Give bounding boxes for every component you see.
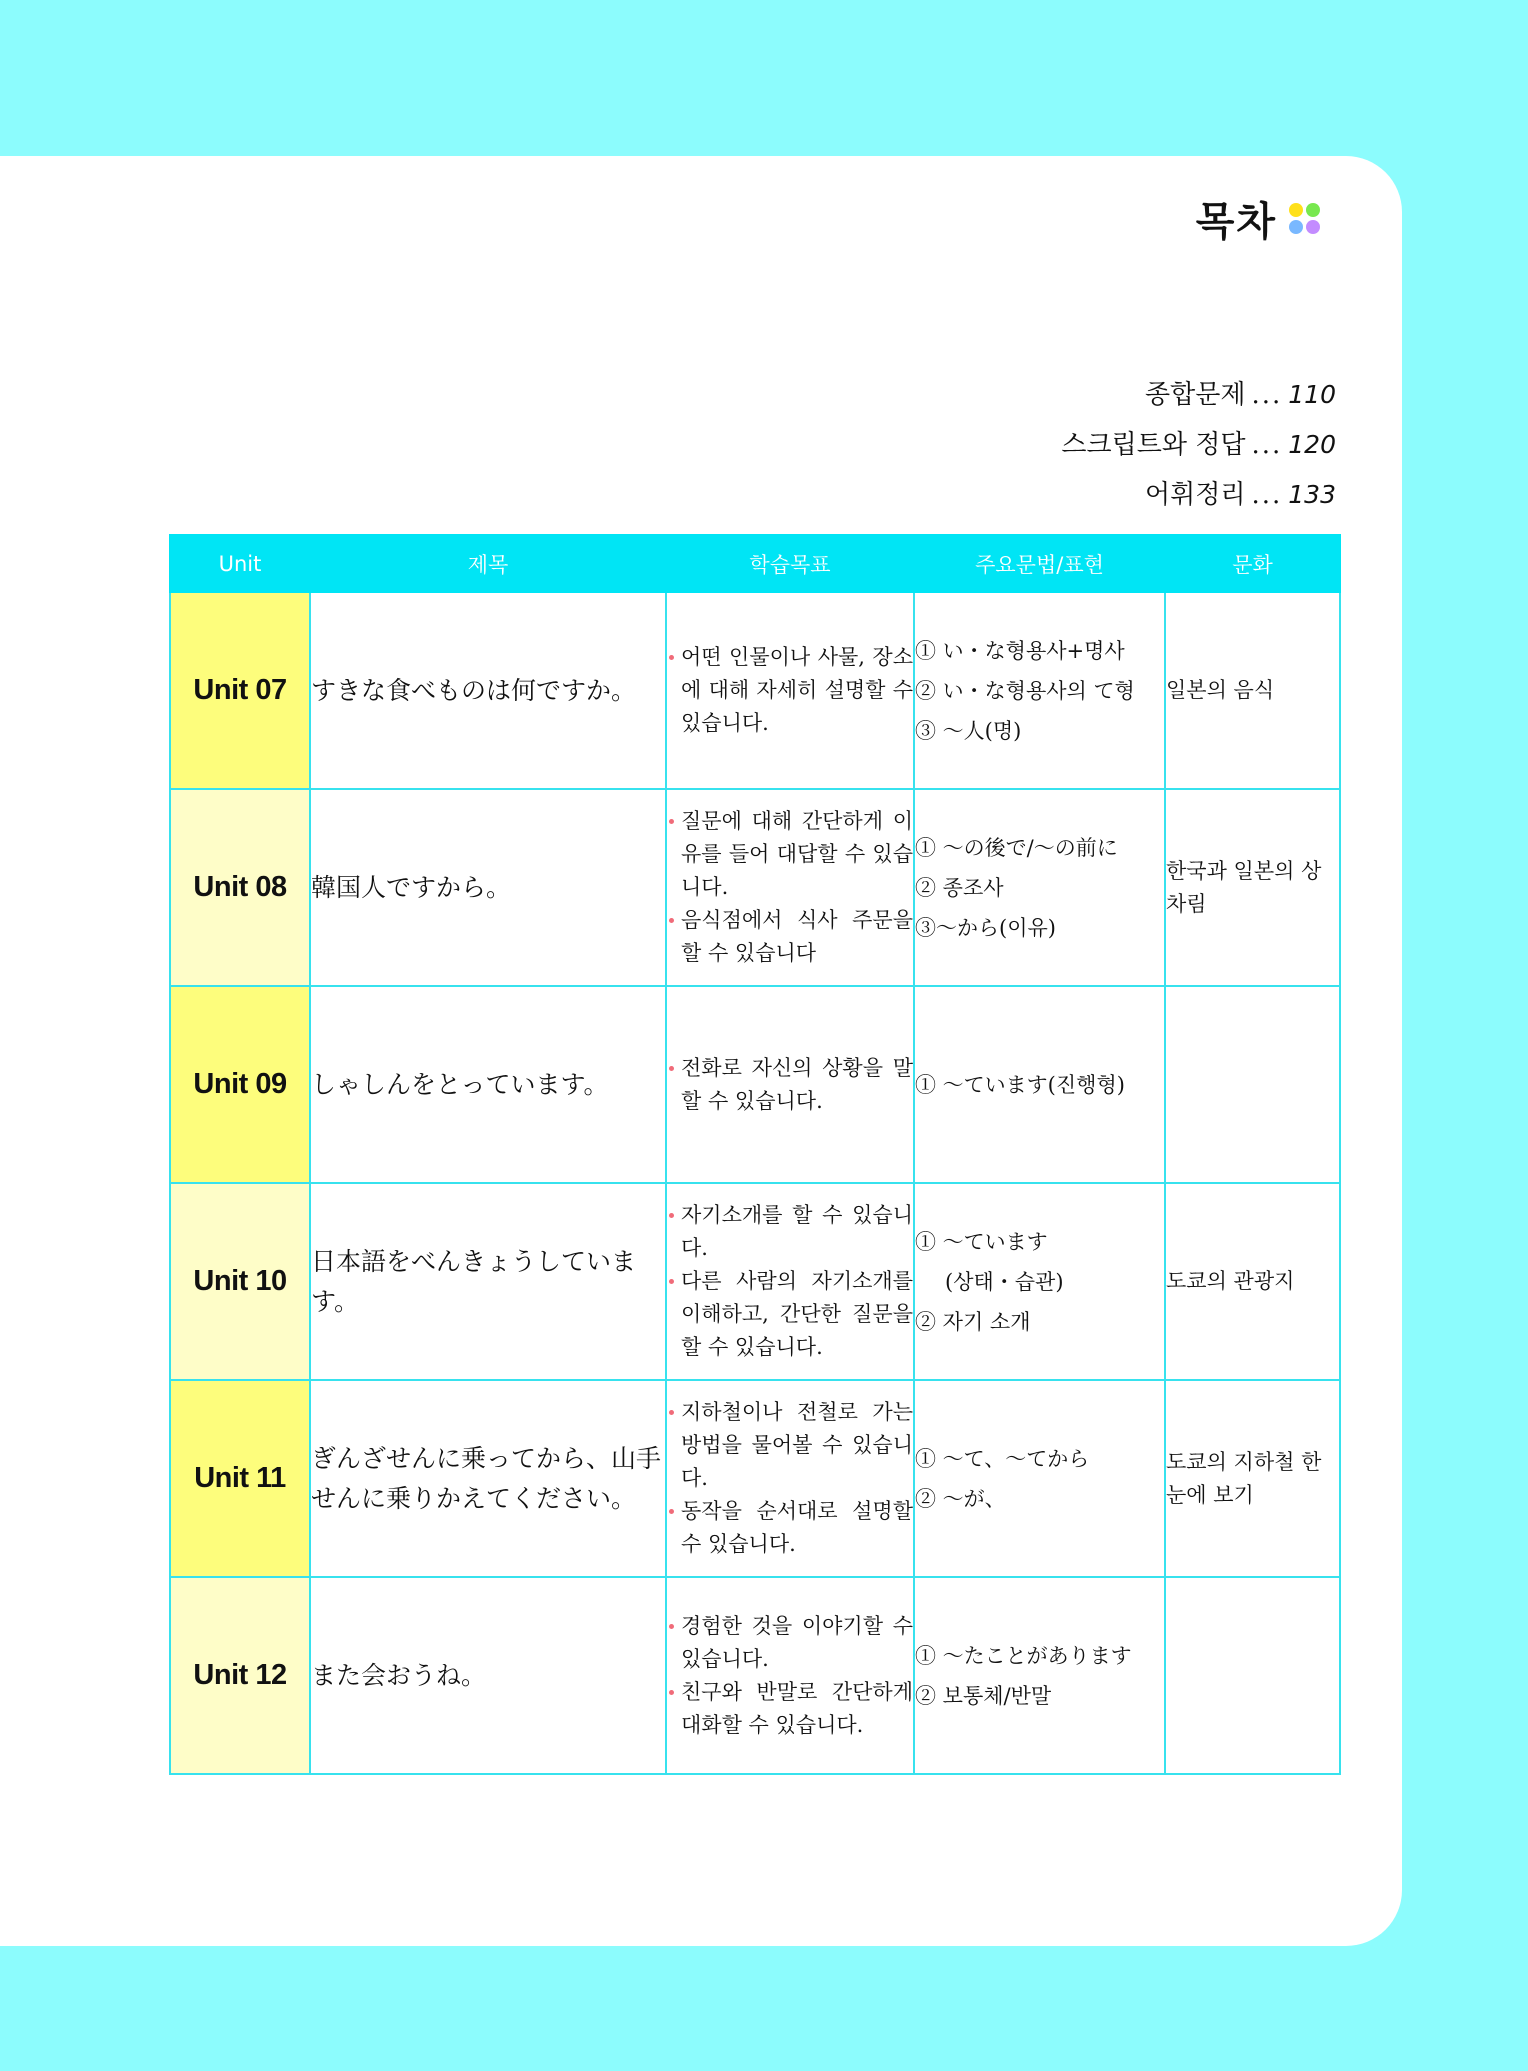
goals-cell [666,1183,914,1380]
culture-cell: 한국과 일본의 상차림 [1165,789,1340,986]
dot-purple [1306,220,1320,234]
toc-heading-text: 목차 [1195,199,1277,245]
culture-cell [1165,986,1340,1183]
goals-cell [666,1380,914,1577]
culture-cell: 일본의 음식 [1165,592,1340,789]
goals-cell [666,592,914,789]
grammar-item: (상태・습관) [945,1269,1064,1294]
goals-cell [666,986,914,1183]
grammar-cell [914,1577,1165,1774]
grammar-item: ① ～ています [915,1229,1048,1254]
table-header-row [170,535,1340,592]
unit-cell: Unit 10 [170,1183,310,1380]
extra-entry[interactable]: 종합문제 ... 110 [1145,380,1336,410]
extra-entry-label: 스크립트와 정답 [1061,430,1246,460]
extra-entry[interactable]: 어휘정리 ... 133 [1145,480,1336,510]
title-cell: 韓国人ですから。 [310,789,666,986]
header-culture: 문화 [1165,535,1340,592]
extra-entry-page: 110 [1288,380,1336,409]
goal-item: 경험한 것을 이야기할 수 있습니다. [667,1610,913,1676]
color-dots-icon [1289,203,1320,234]
grammar-item: ② 종조사 [915,875,1004,900]
title-cell: すきな食べものは何ですか。 [310,592,666,789]
grammar-cell [914,592,1165,789]
grammar-cell [914,1380,1165,1577]
title-cell: ぎんざせんに乗ってから、山手せんに乗りかえてください。 [310,1380,666,1577]
goal-item: 친구와 반말로 간단하게 대화할 수 있습니다. [667,1676,913,1742]
grammar-item: ③ ～人(명) [915,718,1022,743]
header-title: 제목 [310,535,666,592]
table-row[interactable] [170,1380,1340,1577]
goals-cell [666,789,914,986]
header-goals: 학습목표 [666,535,914,592]
header-grammar: 주요문법/표현 [914,535,1165,592]
header-unit: Unit [170,535,310,592]
goals-cell [666,1577,914,1774]
grammar-cell [914,789,1165,986]
goal-item: 자기소개를 할 수 있습니다. [667,1199,913,1265]
grammar-cell [914,986,1165,1183]
goal-item: 지하철이나 전철로 가는 방법을 물어볼 수 있습니다. [667,1396,913,1495]
unit-cell: Unit 12 [170,1577,310,1774]
extra-entry-page: 120 [1288,430,1336,459]
dot-green [1306,203,1320,217]
toc-heading [1196,190,1320,247]
goal-item: 다른 사람의 자기소개를 이해하고, 간단한 질문을 할 수 있습니다. [667,1265,913,1364]
unit-cell: Unit 07 [170,592,310,789]
grammar-item: ① ～ています(진행형) [915,1072,1125,1097]
grammar-item: ① い・な형용사+명사 [915,638,1125,663]
extra-entry-label: 종합문제 [1145,380,1246,410]
table-row[interactable] [170,1183,1340,1380]
table-row[interactable] [170,986,1340,1183]
page-sheet [0,156,1402,1946]
extra-sections-list [1061,370,1336,520]
dot-yellow [1289,203,1303,217]
grammar-item: ② 보통체/반말 [915,1683,1052,1708]
goal-item: 동작을 순서대로 설명할 수 있습니다. [667,1495,913,1561]
table-row[interactable] [170,1577,1340,1774]
culture-cell [1165,1577,1340,1774]
grammar-item: ② い・な형용사의 て형 [915,678,1135,703]
grammar-item: ① ～の後で/～の前に [915,835,1118,860]
grammar-item: ② 자기 소개 [915,1309,1031,1334]
grammar-item: ① ～たことがあります [915,1643,1132,1668]
culture-cell: 도쿄의 지하철 한눈에 보기 [1165,1380,1340,1577]
toc-table [169,534,1341,1775]
culture-cell: 도쿄의 관광지 [1165,1183,1340,1380]
table-row[interactable] [170,592,1340,789]
unit-cell: Unit 09 [170,986,310,1183]
goal-item: 전화로 자신의 상황을 말할 수 있습니다. [667,1052,913,1118]
goal-item: 어떤 인물이나 사물, 장소에 대해 자세히 설명할 수 있습니다. [667,641,913,740]
title-cell: 日本語をべんきょうしています。 [310,1183,666,1380]
table-row[interactable] [170,789,1340,986]
unit-cell: Unit 11 [170,1380,310,1577]
dot-blue [1289,220,1303,234]
grammar-item: ③～から(이유) [915,915,1056,940]
goal-item: 질문에 대해 간단하게 이유를 들어 대답할 수 있습니다. [667,805,913,904]
unit-cell: Unit 08 [170,789,310,986]
title-cell: また会おうね。 [310,1577,666,1774]
grammar-item: ① ～て、～てから [915,1446,1090,1471]
title-cell: しゃしんをとっています。 [310,986,666,1183]
grammar-cell [914,1183,1165,1380]
goal-item: 음식점에서 식사 주문을 할 수 있습니다 [667,904,913,970]
extra-entry[interactable]: 스크립트와 정답 ... 120 [1061,430,1336,460]
grammar-item: ② ～が、 [915,1486,1006,1511]
extra-entry-page: 133 [1288,480,1336,509]
extra-entry-label: 어휘정리 [1145,480,1246,510]
